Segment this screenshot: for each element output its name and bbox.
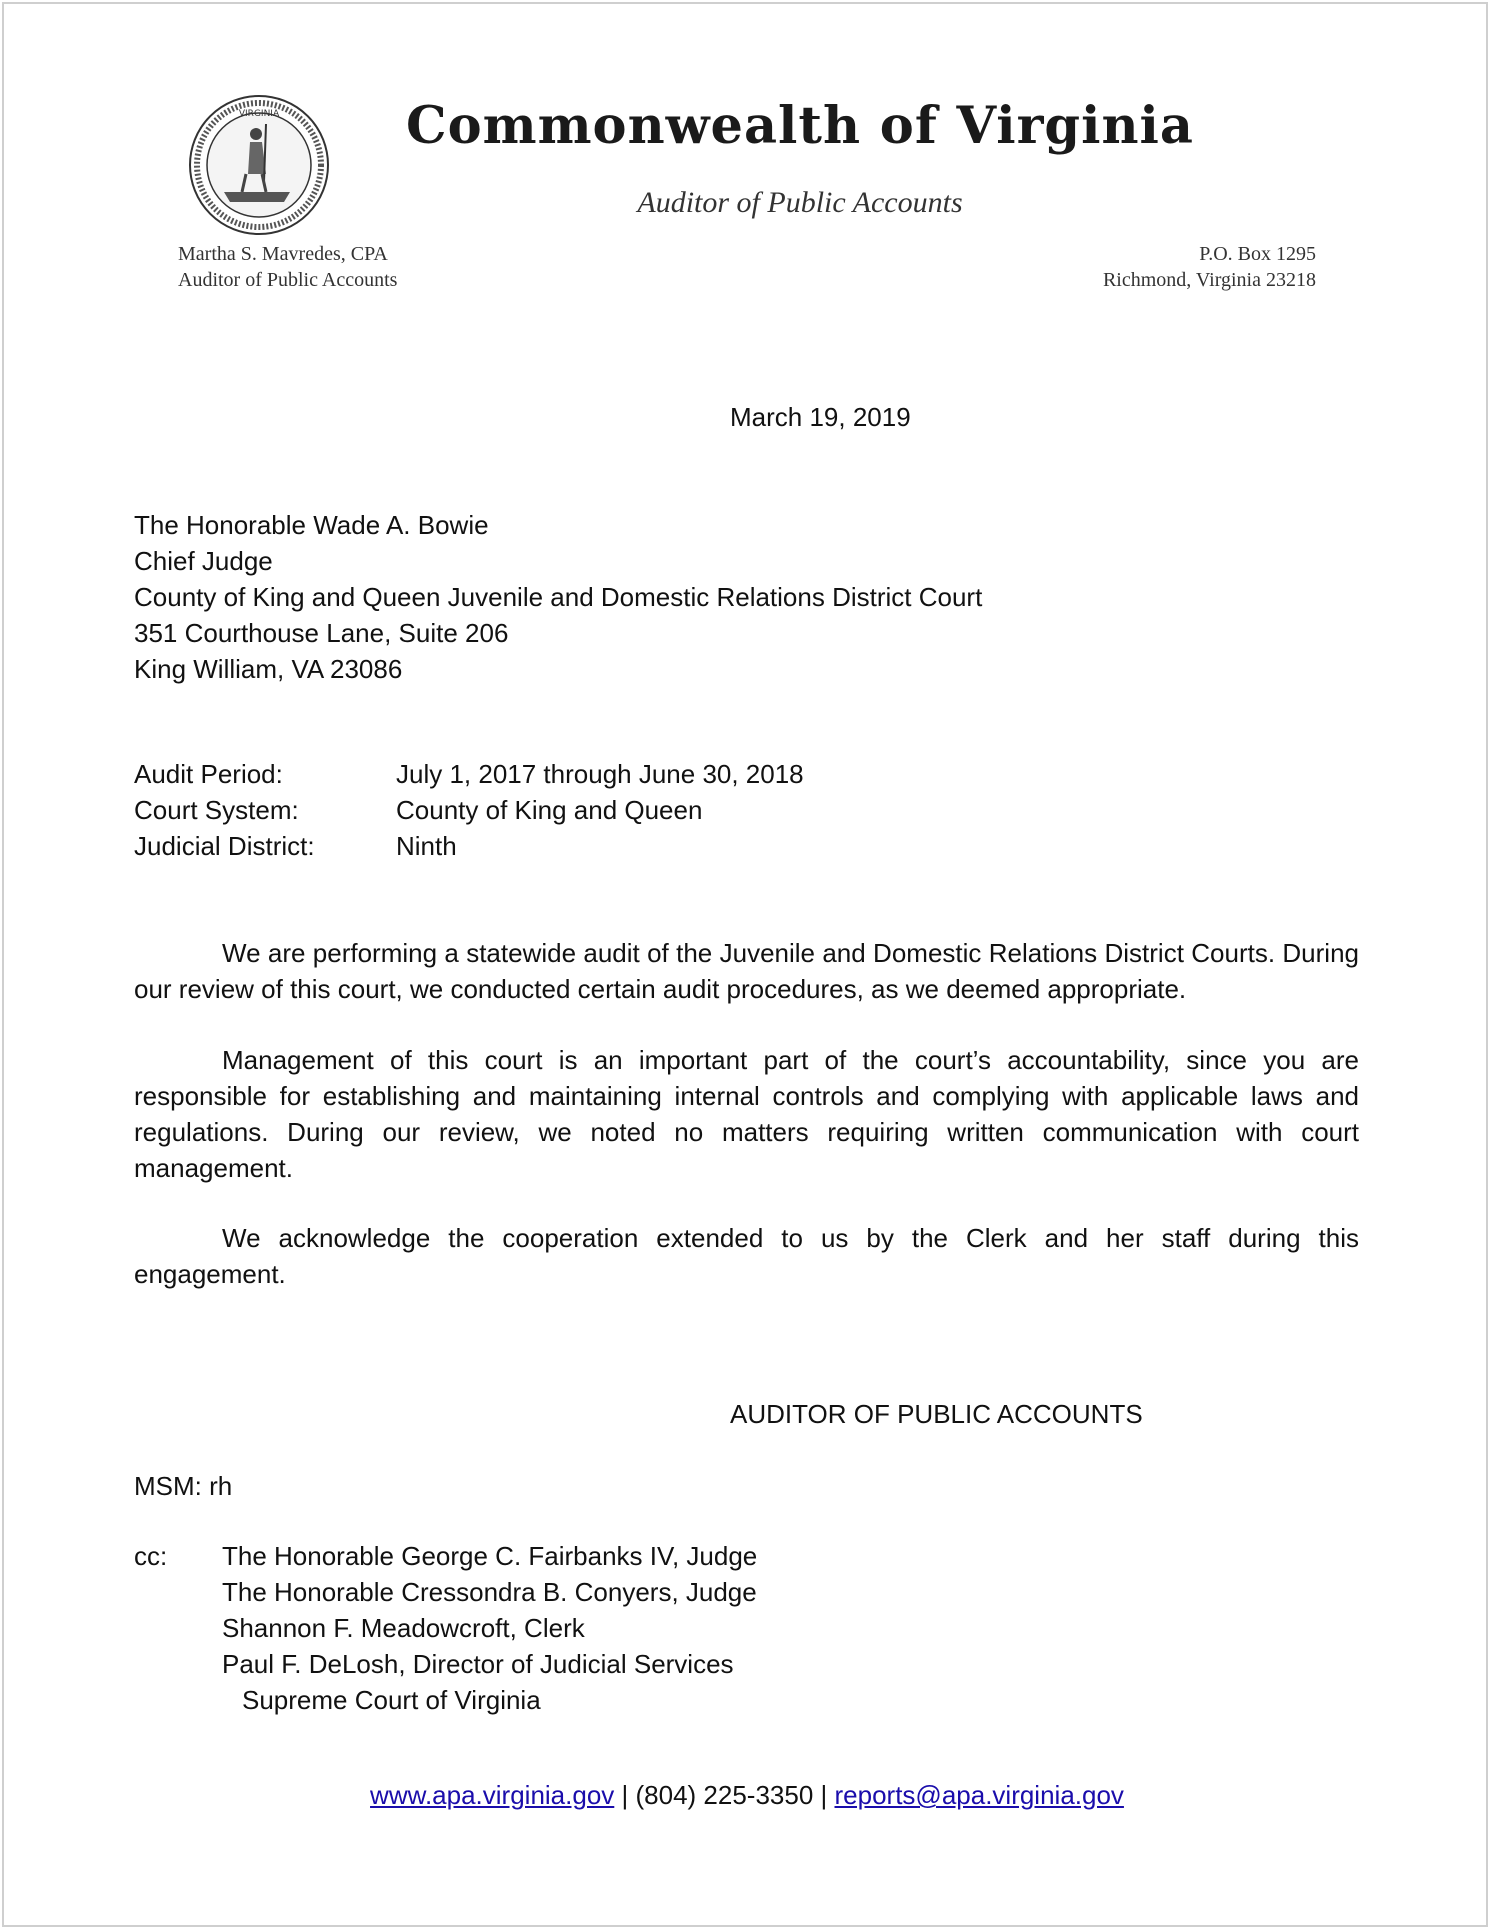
meta-value: County of King and Queen [396, 795, 703, 825]
letterhead-title: Commonwealth of Virginia [406, 96, 1194, 156]
recipient-line: 351 Courthouse Lane, Suite 206 [134, 618, 509, 648]
recipient-line: County of King and Queen Juvenile and Domestic Relations District Court [134, 582, 983, 612]
recipient-line: King William, VA 23086 [134, 654, 403, 684]
cc-name: The Honorable Cressondra B. Conyers, Judge [222, 1577, 757, 1607]
recipient-address [134, 507, 982, 687]
letterhead-subtitle: Auditor of Public Accounts [637, 186, 963, 219]
auditor-title: Auditor of Public Accounts [178, 269, 398, 291]
meta-value: July 1, 2017 through June 30, 2018 [396, 759, 804, 789]
cc-row [134, 1646, 757, 1682]
initials: MSM: rh [134, 1471, 233, 1501]
cc-row [134, 1610, 757, 1646]
footer-separator: | [813, 1780, 835, 1810]
footer [0, 1777, 1494, 1813]
judicial-district-row [134, 828, 804, 864]
cc-label: cc: [134, 1541, 168, 1571]
paragraph [134, 935, 1359, 1007]
paragraph [134, 1042, 1359, 1186]
paragraph-text: We are performing a statewide audit of the Juvenile and Domestic Relations District Courts. During our review of this court, we conducted certain audit procedures, as we deemed appropriate. [134, 938, 1359, 1004]
svg-text:VIRGINIA: VIRGINIA [238, 109, 280, 119]
cc-name: Paul F. DeLosh, Director of Judicial Services [222, 1649, 734, 1679]
recipient-line: The Honorable Wade A. Bowie [134, 510, 489, 540]
cc-name: Shannon F. Meadowcroft, Clerk [222, 1613, 585, 1643]
po-box: P.O. Box 1295 [1199, 243, 1316, 265]
phone-number: (804) 225-3350 [635, 1780, 814, 1810]
footer-separator: | [614, 1780, 636, 1810]
paragraph [134, 1220, 1359, 1292]
paragraph-text: Management of this court is an important part of the court’s accountability, since you are responsible for establishing and maintaining internal controls and complying with applicable laws and regulations. During our review, we noted no matters requiring written communication with court management. [134, 1045, 1359, 1183]
cc-list [134, 1538, 757, 1718]
cc-sub: Supreme Court of Virginia [242, 1685, 541, 1715]
auditor-name: Martha S. Mavredes, CPA [178, 243, 388, 265]
meta-label: Court System: [134, 795, 299, 825]
mailing-address-block [1103, 241, 1316, 293]
email-link[interactable]: reports@apa.virginia.gov [834, 1780, 1124, 1810]
meta-label: Judicial District: [134, 831, 315, 861]
meta-label: Audit Period: [134, 759, 283, 789]
meta-value: Ninth [396, 831, 457, 861]
cc-row [134, 1574, 757, 1610]
website-link[interactable]: www.apa.virginia.gov [370, 1780, 615, 1810]
audit-info [134, 756, 804, 864]
cc-row [134, 1682, 757, 1718]
audit-period-row [134, 756, 804, 792]
paragraph-text: We acknowledge the cooperation extended to us by the Clerk and her staff during this engagement. [134, 1223, 1359, 1289]
recipient-line: Chief Judge [134, 546, 273, 576]
city-state-zip: Richmond, Virginia 23218 [1102, 269, 1316, 291]
signature-block: AUDITOR OF PUBLIC ACCOUNTS [730, 1399, 1143, 1429]
cc-name: The Honorable George C. Fairbanks IV, Judge [222, 1541, 758, 1571]
cc-row [134, 1538, 757, 1574]
letter-date: March 19, 2019 [730, 402, 911, 432]
court-system-row [134, 792, 804, 828]
auditor-block [178, 241, 397, 293]
